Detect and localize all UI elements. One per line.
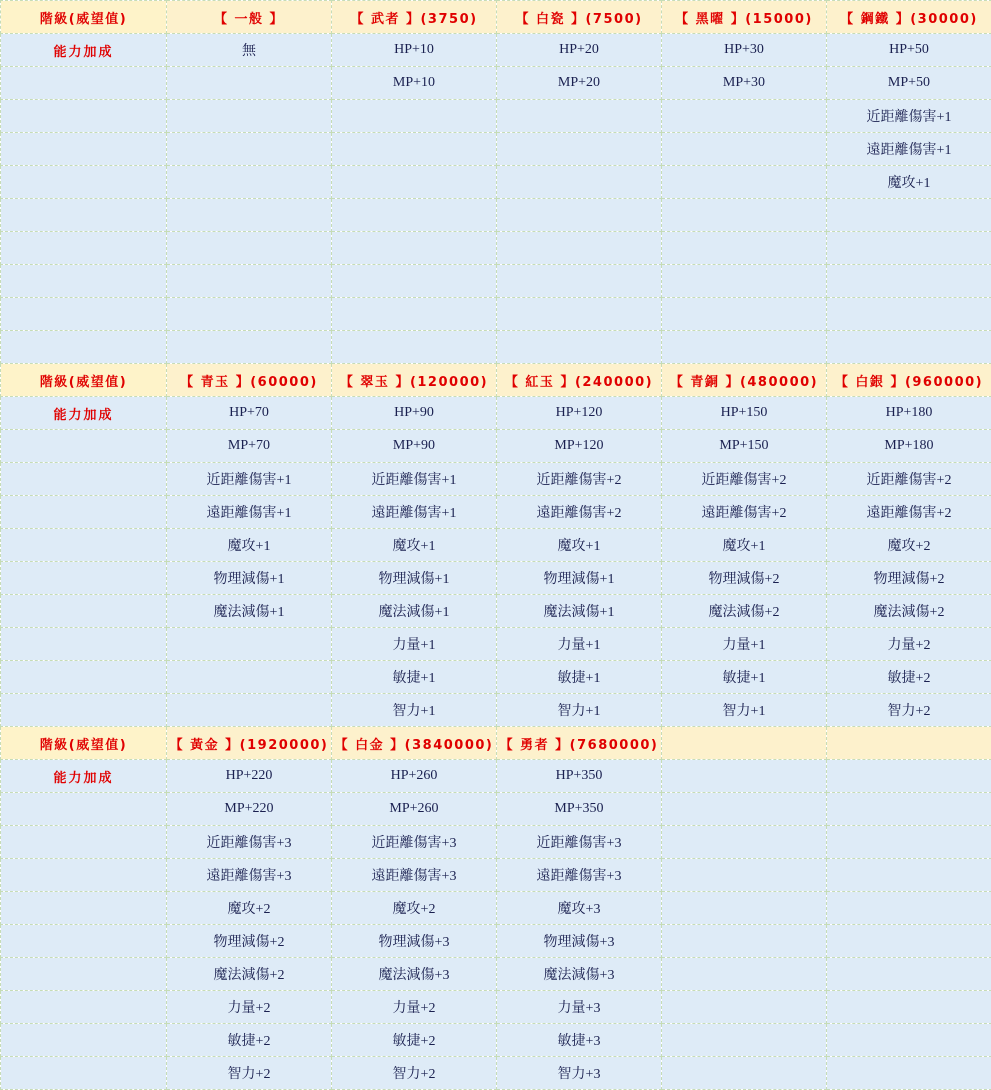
stat-bonus-cell: 近距離傷害+2 [497, 463, 662, 496]
empty-label-cell [1, 430, 167, 463]
empty-stat-cell [332, 133, 497, 166]
empty-label-cell [1, 661, 167, 694]
empty-label-cell [1, 991, 167, 1024]
empty-stat-cell [662, 958, 827, 991]
stat-bonus-cell: 魔攻+1 [167, 529, 332, 562]
rank-table-body [1, 1, 991, 1090]
stat-bonus-cell: HP+180 [827, 397, 991, 430]
empty-stat-cell [167, 661, 332, 694]
empty-stat-cell [167, 298, 332, 331]
empty-stat-cell [827, 331, 991, 364]
stat-bonus-cell: 近距離傷害+1 [827, 100, 991, 133]
stat-bonus-cell: MP+220 [167, 793, 332, 826]
empty-stat-cell [332, 298, 497, 331]
stat-bonus-cell: HP+90 [332, 397, 497, 430]
empty-stat-cell [827, 1024, 991, 1057]
empty-stat-cell [167, 100, 332, 133]
empty-label-cell [1, 199, 167, 232]
stat-bonus-cell: 遠距離傷害+2 [827, 496, 991, 529]
stat-bonus-cell: HP+120 [497, 397, 662, 430]
empty-label-cell [1, 463, 167, 496]
empty-stat-cell [167, 199, 332, 232]
stat-bonus-cell: 遠距離傷害+1 [167, 496, 332, 529]
rank-name-cell: 【 勇者 】(7680000) [497, 727, 662, 760]
empty-stat-cell [167, 628, 332, 661]
empty-stat-cell [332, 100, 497, 133]
stat-bonus-cell: 物理減傷+3 [332, 925, 497, 958]
stat-bonus-cell: 物理減傷+2 [827, 562, 991, 595]
empty-stat-cell [167, 331, 332, 364]
empty-stat-cell [827, 232, 991, 265]
empty-stat-cell [167, 232, 332, 265]
rank-column-label: 階級(威望值) [1, 727, 167, 760]
stat-bonus-cell: 力量+2 [167, 991, 332, 1024]
stat-bonus-cell: HP+350 [497, 760, 662, 793]
empty-label-cell [1, 232, 167, 265]
stat-bonus-cell: 物理減傷+2 [662, 562, 827, 595]
stat-bonus-cell: 智力+3 [497, 1057, 662, 1090]
stat-bonus-cell: 智力+1 [497, 694, 662, 727]
empty-label-cell [1, 331, 167, 364]
stat-bonus-cell: MP+30 [662, 67, 827, 100]
empty-label-cell [1, 133, 167, 166]
empty-stat-cell [332, 265, 497, 298]
stat-bonus-cell: 物理減傷+1 [332, 562, 497, 595]
empty-stat-cell [827, 793, 991, 826]
stat-bonus-cell: 魔法減傷+1 [167, 595, 332, 628]
stat-bonus-cell: 智力+2 [167, 1057, 332, 1090]
stat-bonus-cell: 敏捷+2 [167, 1024, 332, 1057]
stat-bonus-cell: 近距離傷害+1 [332, 463, 497, 496]
stat-bonus-cell: MP+150 [662, 430, 827, 463]
bonus-row [1, 100, 991, 133]
empty-stat-cell [827, 265, 991, 298]
bonus-row-label: 能力加成 [1, 34, 167, 67]
stat-bonus-cell: 物理減傷+3 [497, 925, 662, 958]
stat-bonus-cell: 近距離傷害+2 [662, 463, 827, 496]
empty-label-cell [1, 826, 167, 859]
stat-bonus-cell: 遠距離傷害+3 [497, 859, 662, 892]
empty-stat-cell [332, 331, 497, 364]
bonus-row [1, 133, 991, 166]
empty-stat-cell [827, 859, 991, 892]
empty-stat-cell [827, 925, 991, 958]
rank-name-cell: 【 紅玉 】(240000) [497, 364, 662, 397]
rank-name-cell: 【 青銅 】(480000) [662, 364, 827, 397]
stat-bonus-cell: 近距離傷害+1 [167, 463, 332, 496]
stat-bonus-cell: 遠距離傷害+1 [332, 496, 497, 529]
stat-bonus-cell: 遠距離傷害+2 [497, 496, 662, 529]
empty-stat-cell [662, 859, 827, 892]
empty-stat-cell [662, 100, 827, 133]
stat-bonus-cell: 敏捷+1 [662, 661, 827, 694]
stat-bonus-cell: 無 [167, 34, 332, 67]
empty-label-cell [1, 925, 167, 958]
bonus-row [1, 34, 991, 67]
bonus-row [1, 232, 991, 265]
stat-bonus-cell: 智力+1 [332, 694, 497, 727]
empty-stat-cell [662, 232, 827, 265]
empty-label-cell [1, 1057, 167, 1090]
stat-bonus-cell: MP+90 [332, 430, 497, 463]
empty-label-cell [1, 529, 167, 562]
empty-stat-cell [662, 991, 827, 1024]
stat-bonus-cell: MP+350 [497, 793, 662, 826]
stat-bonus-cell: 智力+2 [827, 694, 991, 727]
stat-bonus-cell: HP+30 [662, 34, 827, 67]
stat-bonus-cell: MP+20 [497, 67, 662, 100]
rank-column-label: 階級(威望值) [1, 1, 167, 34]
empty-label-cell [1, 67, 167, 100]
stat-bonus-cell: 魔攻+2 [827, 529, 991, 562]
stat-bonus-cell: 力量+2 [827, 628, 991, 661]
stat-bonus-cell: 近距離傷害+3 [167, 826, 332, 859]
empty-label-cell [1, 265, 167, 298]
stat-bonus-cell: 魔法減傷+2 [827, 595, 991, 628]
empty-label-cell [1, 562, 167, 595]
stat-bonus-cell: 近距離傷害+3 [497, 826, 662, 859]
empty-label-cell [1, 100, 167, 133]
stat-bonus-cell: MP+10 [332, 67, 497, 100]
stat-bonus-cell: 遠距離傷害+2 [662, 496, 827, 529]
bonus-row [1, 1024, 991, 1057]
stat-bonus-cell: 魔法減傷+2 [662, 595, 827, 628]
empty-header-cell [662, 727, 827, 760]
stat-bonus-cell: 敏捷+1 [332, 661, 497, 694]
empty-stat-cell [662, 298, 827, 331]
bonus-row [1, 397, 991, 430]
stat-bonus-cell: 智力+2 [332, 1057, 497, 1090]
empty-stat-cell [662, 331, 827, 364]
stat-bonus-cell: 力量+1 [332, 628, 497, 661]
stat-bonus-cell: HP+220 [167, 760, 332, 793]
empty-stat-cell [827, 760, 991, 793]
bonus-row [1, 265, 991, 298]
bonus-row-label: 能力加成 [1, 760, 167, 793]
empty-stat-cell [167, 133, 332, 166]
stat-bonus-cell: 魔法減傷+2 [167, 958, 332, 991]
empty-stat-cell [827, 298, 991, 331]
bonus-row [1, 958, 991, 991]
stat-bonus-cell: 魔攻+3 [497, 892, 662, 925]
stat-bonus-cell: MP+260 [332, 793, 497, 826]
stat-bonus-cell: 敏捷+2 [332, 1024, 497, 1057]
bonus-row [1, 1057, 991, 1090]
bonus-row [1, 925, 991, 958]
empty-stat-cell [497, 298, 662, 331]
empty-stat-cell [167, 265, 332, 298]
empty-stat-cell [167, 67, 332, 100]
stat-bonus-cell: HP+50 [827, 34, 991, 67]
bonus-row [1, 529, 991, 562]
bonus-row [1, 496, 991, 529]
rank-name-cell: 【 翠玉 】(120000) [332, 364, 497, 397]
stat-bonus-cell: 魔攻+1 [332, 529, 497, 562]
stat-bonus-cell: 敏捷+2 [827, 661, 991, 694]
bonus-row [1, 793, 991, 826]
stat-bonus-cell: MP+70 [167, 430, 332, 463]
empty-stat-cell [167, 694, 332, 727]
stat-bonus-cell: 魔法減傷+1 [497, 595, 662, 628]
empty-label-cell [1, 298, 167, 331]
stat-bonus-cell: 力量+2 [332, 991, 497, 1024]
empty-label-cell [1, 496, 167, 529]
stat-bonus-cell: 魔法減傷+1 [332, 595, 497, 628]
empty-stat-cell [662, 133, 827, 166]
stat-bonus-cell: 魔攻+2 [332, 892, 497, 925]
bonus-row [1, 892, 991, 925]
bonus-row [1, 760, 991, 793]
bonus-row [1, 199, 991, 232]
rank-name-cell: 【 青玉 】(60000) [167, 364, 332, 397]
empty-stat-cell [827, 892, 991, 925]
empty-label-cell [1, 694, 167, 727]
empty-stat-cell [497, 133, 662, 166]
empty-stat-cell [827, 1057, 991, 1090]
stat-bonus-cell: HP+20 [497, 34, 662, 67]
empty-stat-cell [662, 892, 827, 925]
rank-name-cell: 【 白瓷 】(7500) [497, 1, 662, 34]
empty-stat-cell [662, 1024, 827, 1057]
empty-stat-cell [662, 265, 827, 298]
empty-stat-cell [662, 925, 827, 958]
empty-stat-cell [662, 199, 827, 232]
stat-bonus-cell: 敏捷+1 [497, 661, 662, 694]
empty-label-cell [1, 892, 167, 925]
stat-bonus-cell: 力量+1 [497, 628, 662, 661]
stat-bonus-cell: 遠距離傷害+3 [167, 859, 332, 892]
stat-bonus-cell: 魔攻+1 [827, 166, 991, 199]
stat-bonus-cell: 物理減傷+1 [167, 562, 332, 595]
stat-bonus-cell: 遠距離傷害+1 [827, 133, 991, 166]
bonus-row [1, 463, 991, 496]
empty-stat-cell [497, 199, 662, 232]
stat-bonus-cell: 敏捷+3 [497, 1024, 662, 1057]
bonus-row [1, 298, 991, 331]
empty-stat-cell [497, 232, 662, 265]
rank-name-cell: 【 鋼鐵 】(30000) [827, 1, 991, 34]
empty-stat-cell [332, 166, 497, 199]
empty-stat-cell [662, 1057, 827, 1090]
section-header-row [1, 1, 991, 34]
empty-stat-cell [332, 199, 497, 232]
stat-bonus-cell: HP+260 [332, 760, 497, 793]
empty-label-cell [1, 1024, 167, 1057]
stat-bonus-cell: 魔攻+1 [662, 529, 827, 562]
rank-name-cell: 【 黑曜 】(15000) [662, 1, 827, 34]
empty-label-cell [1, 859, 167, 892]
stat-bonus-cell: 近距離傷害+2 [827, 463, 991, 496]
bonus-row [1, 661, 991, 694]
bonus-row [1, 826, 991, 859]
bonus-row [1, 694, 991, 727]
empty-stat-cell [332, 232, 497, 265]
rank-column-label: 階級(威望值) [1, 364, 167, 397]
bonus-row [1, 991, 991, 1024]
rank-name-cell: 【 武者 】(3750) [332, 1, 497, 34]
rank-name-cell: 【 白金 】(3840000) [332, 727, 497, 760]
empty-stat-cell [497, 265, 662, 298]
bonus-row [1, 331, 991, 364]
stat-bonus-cell: MP+120 [497, 430, 662, 463]
stat-bonus-cell: 魔法減傷+3 [332, 958, 497, 991]
stat-bonus-cell: HP+70 [167, 397, 332, 430]
stat-bonus-cell: 力量+1 [662, 628, 827, 661]
bonus-row [1, 430, 991, 463]
empty-header-cell [827, 727, 991, 760]
empty-stat-cell [827, 958, 991, 991]
rank-name-cell: 【 一般 】 [167, 1, 332, 34]
empty-label-cell [1, 793, 167, 826]
bonus-row [1, 562, 991, 595]
bonus-row [1, 595, 991, 628]
stat-bonus-cell: MP+50 [827, 67, 991, 100]
bonus-row [1, 628, 991, 661]
empty-stat-cell [662, 760, 827, 793]
empty-stat-cell [497, 100, 662, 133]
section-header-row [1, 727, 991, 760]
empty-stat-cell [662, 826, 827, 859]
bonus-row [1, 859, 991, 892]
stat-bonus-cell: 智力+1 [662, 694, 827, 727]
stat-bonus-cell: HP+10 [332, 34, 497, 67]
section-header-row [1, 364, 991, 397]
empty-stat-cell [662, 166, 827, 199]
stat-bonus-cell: 魔攻+2 [167, 892, 332, 925]
empty-label-cell [1, 595, 167, 628]
empty-stat-cell [827, 826, 991, 859]
bonus-row-label: 能力加成 [1, 397, 167, 430]
empty-label-cell [1, 166, 167, 199]
stat-bonus-cell: 物理減傷+1 [497, 562, 662, 595]
stat-bonus-cell: 力量+3 [497, 991, 662, 1024]
stat-bonus-cell: MP+180 [827, 430, 991, 463]
stat-bonus-cell: HP+150 [662, 397, 827, 430]
empty-stat-cell [497, 331, 662, 364]
stat-bonus-cell: 近距離傷害+3 [332, 826, 497, 859]
stat-bonus-cell: 物理減傷+2 [167, 925, 332, 958]
empty-stat-cell [827, 991, 991, 1024]
empty-stat-cell [827, 199, 991, 232]
rank-name-cell: 【 白銀 】(960000) [827, 364, 991, 397]
rank-name-cell: 【 黃金 】(1920000) [167, 727, 332, 760]
empty-label-cell [1, 628, 167, 661]
empty-stat-cell [662, 793, 827, 826]
stat-bonus-cell: 魔攻+1 [497, 529, 662, 562]
stat-bonus-cell: 遠距離傷害+3 [332, 859, 497, 892]
stat-bonus-cell: 魔法減傷+3 [497, 958, 662, 991]
empty-stat-cell [167, 166, 332, 199]
bonus-row [1, 166, 991, 199]
empty-label-cell [1, 958, 167, 991]
bonus-row [1, 67, 991, 100]
empty-stat-cell [497, 166, 662, 199]
